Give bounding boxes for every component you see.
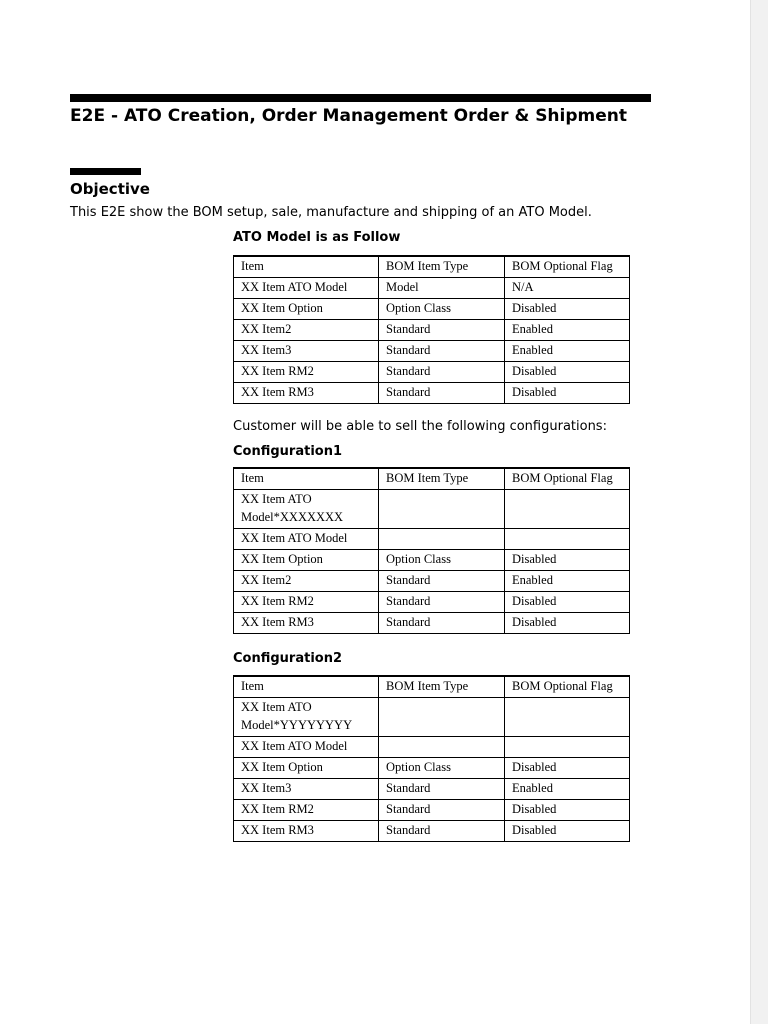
table-cell-flag [505, 529, 630, 550]
table-cell-item: XX Item ATO Model [234, 737, 379, 758]
table-cell-type [379, 529, 505, 550]
table-cell-type: Standard [379, 779, 505, 800]
table-row [234, 490, 630, 529]
table-row [234, 800, 630, 821]
table-cell-flag: Disabled [505, 383, 630, 404]
table-row [234, 362, 630, 383]
table-cell-item: XX Item ATO Model*XXXXXXX [234, 490, 379, 529]
column-header: BOM Optional Flag [505, 256, 630, 278]
table-cell-flag: Disabled [505, 800, 630, 821]
table-cell-type: Standard [379, 821, 505, 842]
table-cell-type: Standard [379, 341, 505, 362]
table-row [234, 698, 630, 737]
table-cell-item: XX Item ATO Model [234, 529, 379, 550]
column-header: BOM Item Type [379, 676, 505, 698]
config2-heading: Configuration2 [233, 651, 343, 666]
table-cell-type [379, 698, 505, 737]
table-cell-flag: Disabled [505, 592, 630, 613]
column-header: Item [234, 468, 379, 490]
table-row [234, 550, 630, 571]
column-header: Item [234, 676, 379, 698]
table-row [234, 278, 630, 299]
config1-table [233, 467, 630, 634]
table-row [234, 592, 630, 613]
table-cell-item: XX Item2 [234, 320, 379, 341]
table-cell-type: Standard [379, 800, 505, 821]
table-cell-type: Standard [379, 592, 505, 613]
table-cell-item: XX Item Option [234, 299, 379, 320]
table-cell-type: Standard [379, 320, 505, 341]
table-cell-flag: N/A [505, 278, 630, 299]
table-cell-type: Option Class [379, 299, 505, 320]
title-rule [70, 94, 651, 102]
table-cell-flag: Disabled [505, 758, 630, 779]
table-header-row [234, 256, 630, 278]
column-header: BOM Optional Flag [505, 468, 630, 490]
table-cell-item: XX Item2 [234, 571, 379, 592]
model-table [233, 255, 630, 404]
table-row [234, 613, 630, 634]
column-header: Item [234, 256, 379, 278]
table-row [234, 299, 630, 320]
table-row [234, 571, 630, 592]
table-row [234, 821, 630, 842]
section-rule [70, 168, 141, 175]
table-header-row [234, 468, 630, 490]
table-cell-item: XX Item RM2 [234, 800, 379, 821]
table-header-row [234, 676, 630, 698]
table-cell-type [379, 490, 505, 529]
column-header: BOM Item Type [379, 256, 505, 278]
model-heading: ATO Model is as Follow [233, 230, 401, 245]
table-cell-flag [505, 737, 630, 758]
table-cell-type: Standard [379, 571, 505, 592]
table-cell-item: XX Item RM3 [234, 613, 379, 634]
table-cell-flag [505, 698, 630, 737]
table-cell-flag: Disabled [505, 550, 630, 571]
table-cell-item: XX Item3 [234, 341, 379, 362]
objective-text: This E2E show the BOM setup, sale, manufacture and shipping of an ATO Model. [70, 205, 592, 220]
customer-text: Customer will be able to sell the following configurations: [233, 419, 607, 434]
table-cell-flag: Disabled [505, 613, 630, 634]
table-row [234, 529, 630, 550]
table-cell-flag: Enabled [505, 571, 630, 592]
column-header: BOM Optional Flag [505, 676, 630, 698]
table-cell-item: XX Item ATO Model*YYYYYYYY [234, 698, 379, 737]
table-row [234, 341, 630, 362]
page-title: E2E - ATO Creation, Order Management Order & Shipment [70, 106, 628, 126]
table-cell-item: XX Item ATO Model [234, 278, 379, 299]
table-cell-flag: Disabled [505, 299, 630, 320]
table-cell-type: Standard [379, 362, 505, 383]
table-cell-item: XX Item RM2 [234, 362, 379, 383]
table-cell-flag: Enabled [505, 341, 630, 362]
table-cell-item: XX Item RM2 [234, 592, 379, 613]
table-row [234, 779, 630, 800]
table-cell-type: Model [379, 278, 505, 299]
table-row [234, 758, 630, 779]
table-cell-type [379, 737, 505, 758]
table-row [234, 383, 630, 404]
table-cell-flag: Disabled [505, 362, 630, 383]
config2-table [233, 675, 630, 842]
table-cell-flag: Disabled [505, 821, 630, 842]
objective-heading: Objective [70, 180, 150, 198]
table-cell-item: XX Item RM3 [234, 383, 379, 404]
table-cell-type: Option Class [379, 550, 505, 571]
table-cell-type: Standard [379, 383, 505, 404]
table-cell-item: XX Item RM3 [234, 821, 379, 842]
table-cell-item: XX Item3 [234, 779, 379, 800]
scrollbar-track[interactable] [750, 0, 768, 1024]
config1-heading: Configuration1 [233, 444, 343, 459]
table-cell-flag: Enabled [505, 320, 630, 341]
column-header: BOM Item Type [379, 468, 505, 490]
table-row [234, 320, 630, 341]
table-cell-flag: Enabled [505, 779, 630, 800]
table-row [234, 737, 630, 758]
table-cell-type: Standard [379, 613, 505, 634]
table-cell-type: Option Class [379, 758, 505, 779]
table-cell-item: XX Item Option [234, 758, 379, 779]
table-cell-flag [505, 490, 630, 529]
table-cell-item: XX Item Option [234, 550, 379, 571]
